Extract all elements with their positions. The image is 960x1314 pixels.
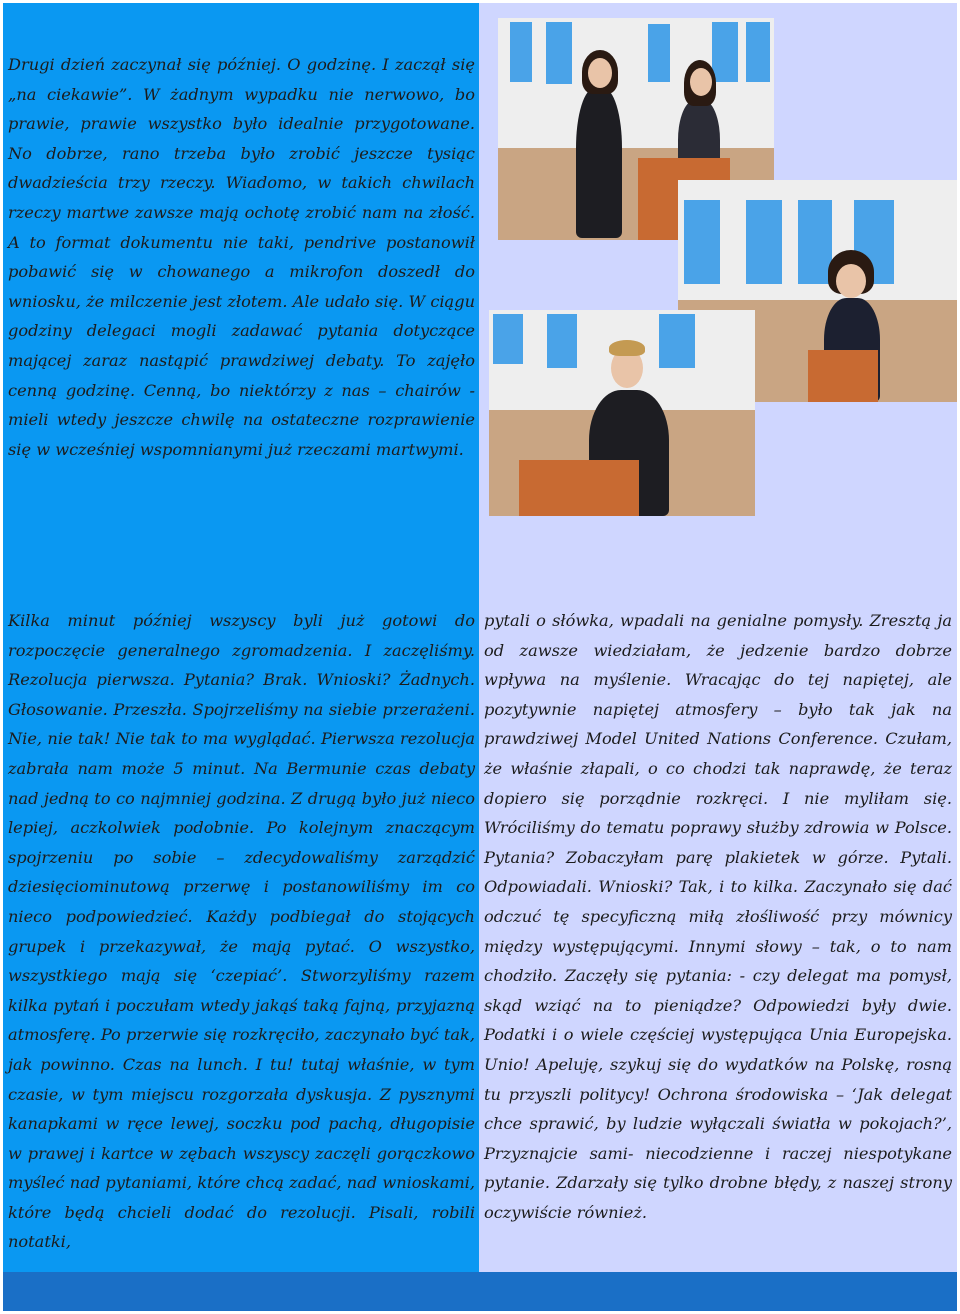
right-column-text: pytali o słówka, wpadali na genialne pomysły. Zresztą ja od zawsze wiedziałam, że jedzenie bardzo dobrze wpływa na myślenie. Wracając do tej napiętej, ale pozytywnie napiętej atmosfery – było tak jak na prawdziwej Model United Nations Conference. Czułam, że właśnie złapali, o co chodzi tak naprawdę, że teraz dopiero się porządnie rozkręci. I nie myliłam się. Wróciliśmy do tematu poprawy służby zdrowia w Polsce. Pytania? Zobaczyłam parę plakietek w górze. Pytali. Odpowiadali. Wnioski? Tak, i to kilka. Zaczynało się dać odczuć tę specyficzną miłą złośliwość przy mównicy między występującymi. Innymi słowy – tak, o to nam chodziło. Zaczęły się pytania: - czy delegat ma pomysł, skąd wziąć na to pieniądze? Odpowiedzi były dwie. Podatki i o wiele częściej występująca Unia Europejska. Unio! Apeluję, szykuj się do wydatków na Polskę, rosną tu przyszli politycy! Ochrona środowiska – ‘Jak delegat chce sprawić, by ludzie wyłączali światła w pokojach?’, Przyznajcie sami- niecodzienne i raczej niespotykane pytanie. Zdarzały się tylko drobne błędy, z naszej strony oczywiście również. — [484, 611, 952, 1222]
intro-paragraph: Drugi dzień zaczynał się później. O godzinę. I zaczął się „na ciekawie”. W żadnym wypadku nie nerwowo, bo prawie, prawie wszystko było idealnie przygotowane. No dobrze, rano trzeba było zrobić jeszcze tysiąc dwadzieścia trzy rzeczy. Wiadomo, w takich chwilach rzeczy martwe zawsze mają ochotę zrobić nam na złość. A to format dokumentu nie taki, pendrive postanowił pobawić się w chowanego a mikrofon doszedł do wniosku, że milczenie jest złotem. Ale udało się. W ciągu godziny delegaci mogli zadawać pytania dotyczące mającej zaraz nastąpić prawdziwej debaty. To zajęło cenną godzinę. Cenną, bo niektórzy z nas – chairów - mieli wtedy jeszcze chwilę na ostateczne rozprawienie się w wcześniej wspomnianymi już rzeczami martwymi. — [8, 55, 475, 459]
photo-boy-reading-at-podium — [489, 310, 755, 516]
footer-band — [3, 1272, 957, 1311]
left-column-text: Kilka minut później wszyscy byli już gotowi do rozpoczęcie generalnego zgromadzenia. I zaczęliśmy. Rezolucja pierwsza. Pytania? Brak. Wnioski? Żadnych. Głosowanie. Przeszła. Spojrzeliśmy na siebie przerażeni. Nie, nie tak! Nie tak to ma wyglądać. Pierwsza rezolucja zabrała nam może 5 minut. Na Bermunie czas debaty nad jedną to co najmniej godzina. Z drugą było już nieco lepiej, aczkolwiek podobnie. Po kolejnym znaczącym spojrzeniu po sobie – zdecydowaliśmy zarządzić dziesięciominutową przerwę i postanowiliśmy im co nieco podpowiedzieć. Każdy podbiegał do stojących grupek i przekazywał, że mają pytać. O wszystko, wszystkiego mają się ‘czepiać’. Stworzyliśmy razem kilka pytań i poczułam wtedy jakąś taką fajną, przyjazną atmosferę. Po przerwie się rozkręciło, zaczynało być tak, jak powinno. Czas na lunch. I tu! tutaj właśnie, w tym czasie, w tym miejscu rozgorzała dyskusja. Z pysznymi kanapkami w ręce lewej, soczku pod pachą, długopisie w prawej i kartce w zębach wszyscy zaczęli gorączkowo myśleć nad pytaniami, które chcą zadać, nad wnioskami, które będą chcieli dodać do rezolucji. Pisali, robili notatki, — [8, 611, 475, 1252]
